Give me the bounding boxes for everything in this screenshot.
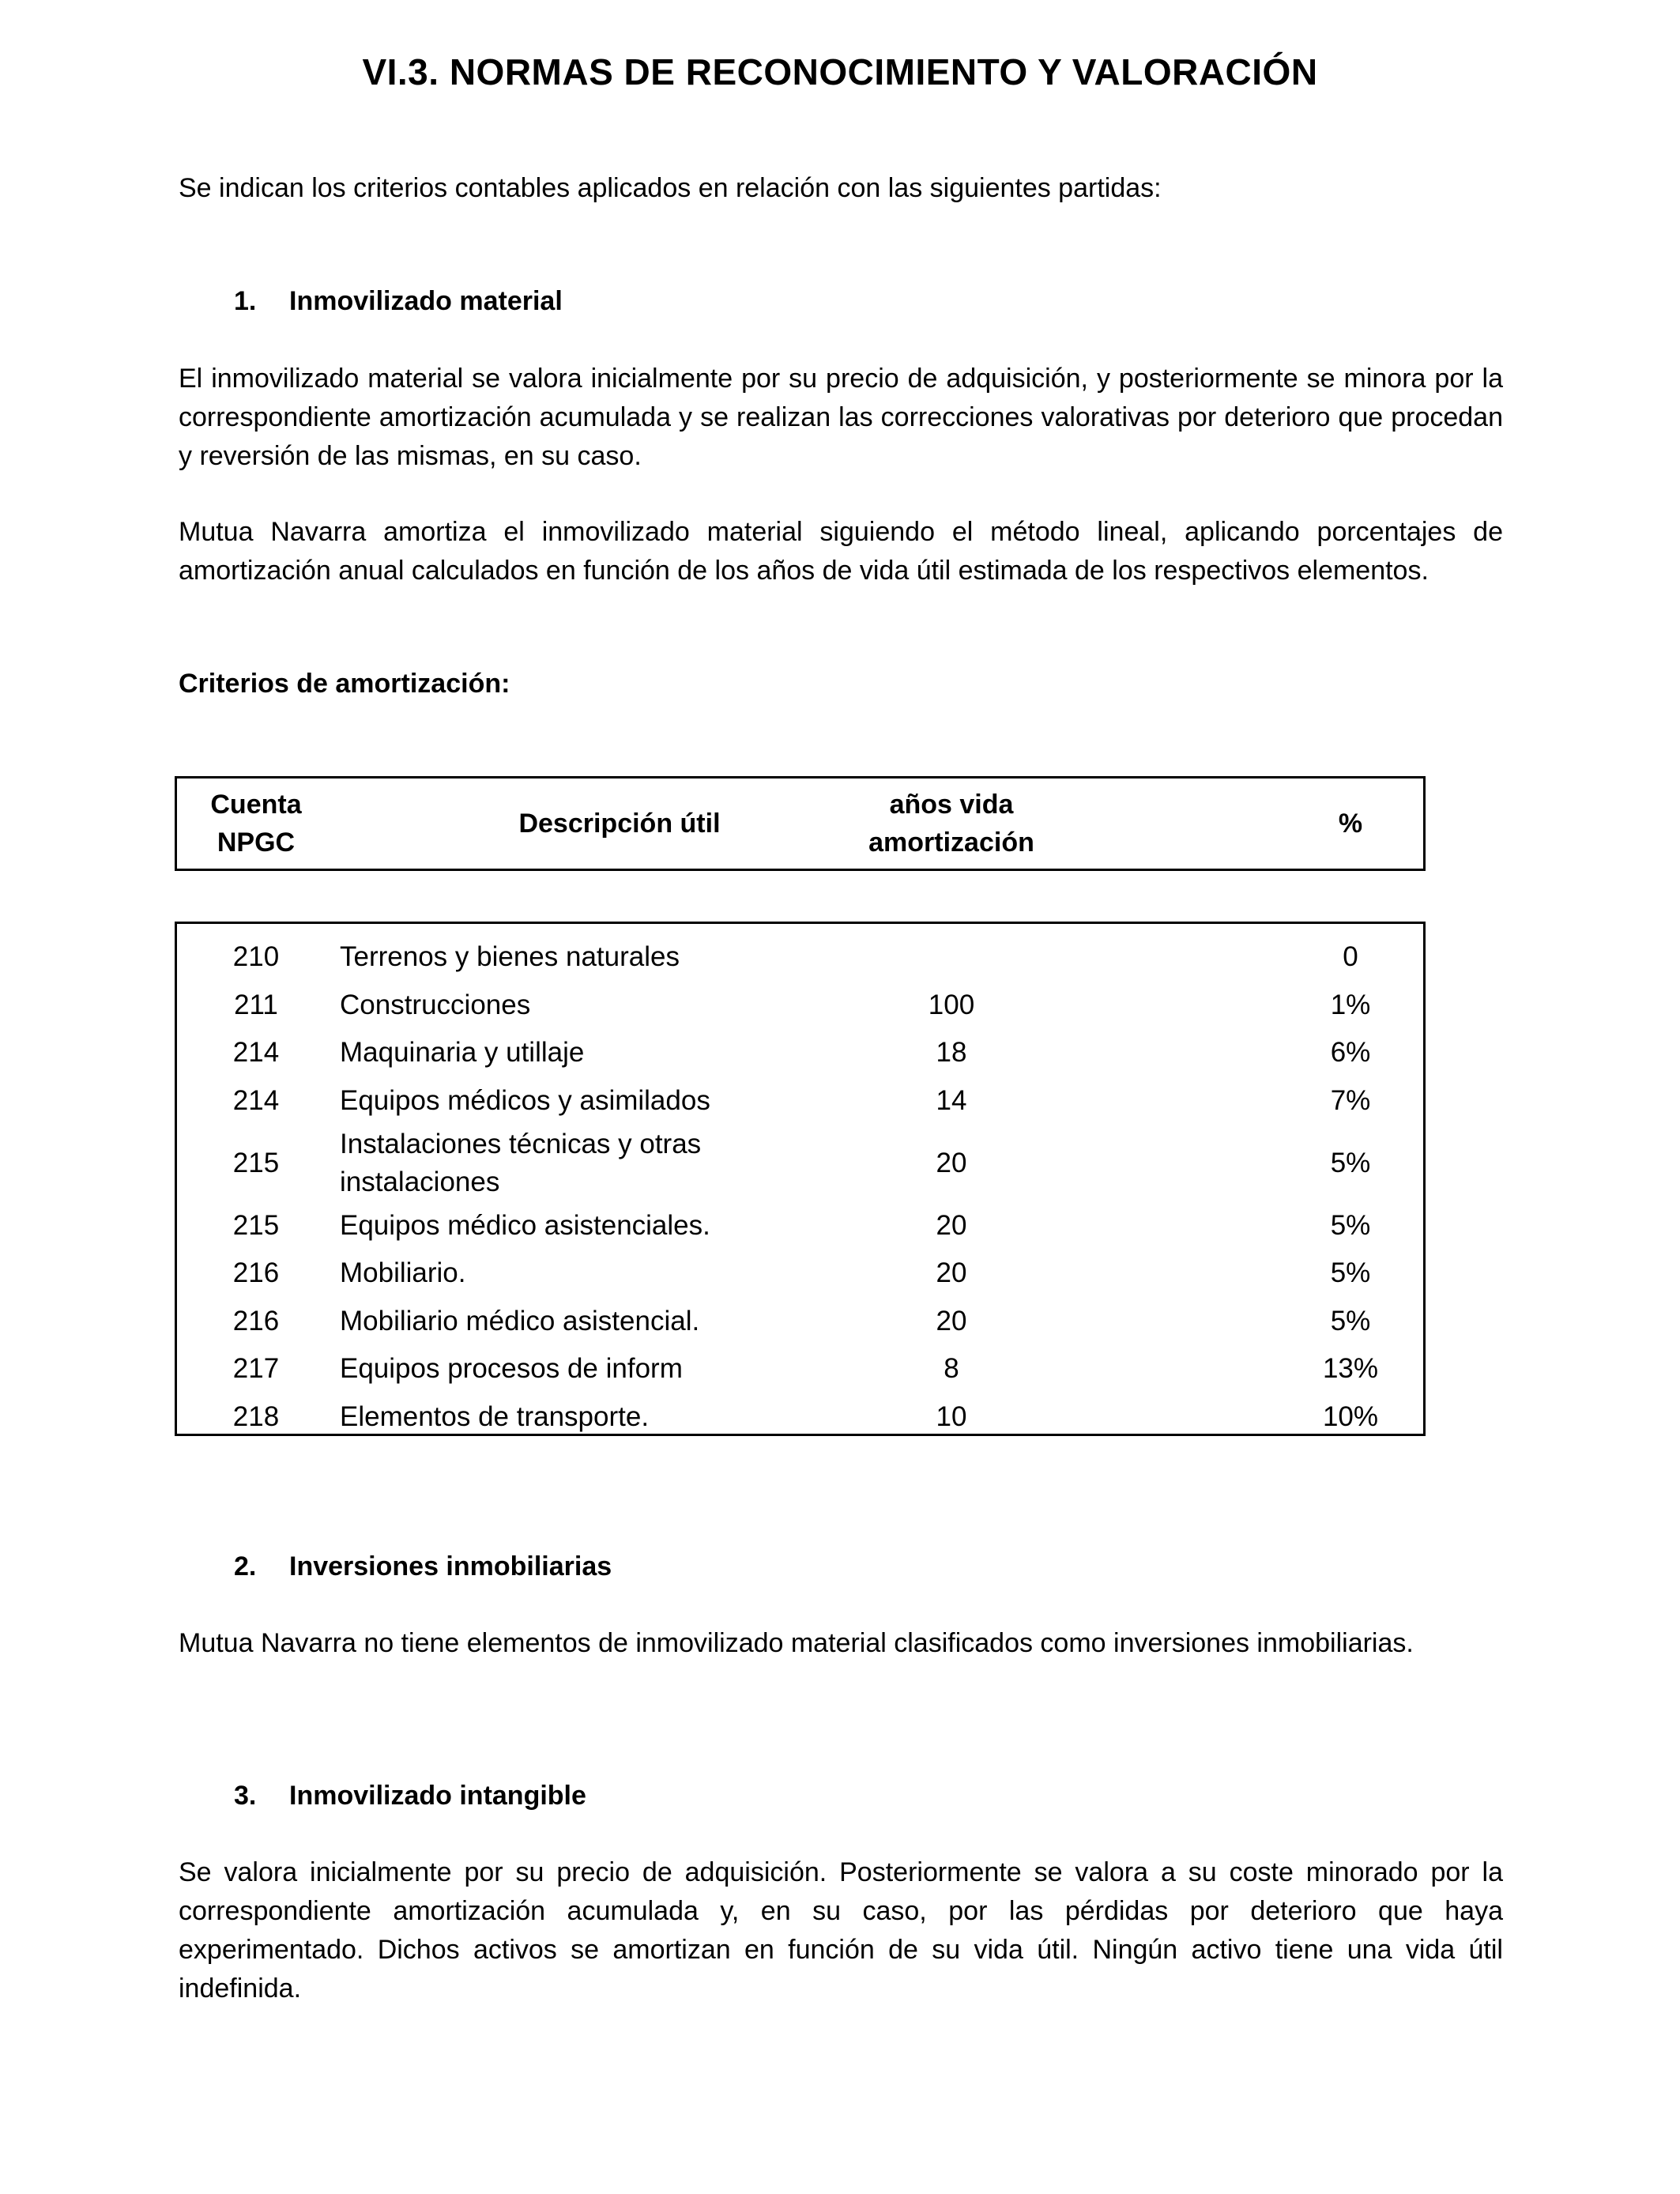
cell-pct: 5% [1330,1209,1371,1241]
table-row [177,1250,1423,1297]
cell-pct: 6% [1330,1037,1371,1068]
cell-pct: 5% [1330,1147,1371,1178]
cell-pct: 1% [1330,989,1371,1020]
cell-anos: 100 [928,989,975,1020]
cell-pct: 7% [1330,1084,1371,1116]
cell-descripcion: Equipos médico asistenciales. [340,1209,710,1241]
cell-pct: 5% [1330,1257,1371,1288]
section-1-paragraph-2: Mutua Navarra amortiza el inmovilizado material siguiendo el método lineal, aplicando porcentajes de amortización anual calculados en función de los años de vida útil estimada de los respectivos elementos. [179,517,1503,586]
cell-anos: 8 [944,1353,959,1384]
section-1-paragraph-1: El inmovilizado material se valora inicialmente por su precio de adquisición, y posteriormente se minora por la correspondiente amortización acumulada y se realizan las correcciones valorativas por deterioro que procedan y reversión de las mismas, en su caso. [179,364,1503,471]
table-row [177,1201,1423,1250]
cell-descripcion: Equipos procesos de inform [340,1353,683,1384]
cell-descripcion: Elementos de transporte. [340,1401,650,1432]
cell-cuenta: 214 [232,1037,280,1068]
cell-anos: 14 [936,1084,967,1116]
cell-descripcion: Mobiliario médico asistencial. [340,1305,700,1336]
cell-cuenta: 217 [232,1353,280,1384]
table-row [177,933,1423,981]
table-row [177,1076,1423,1125]
header-pct [1271,778,1430,869]
intro-paragraph: Se indican los criterios contables aplicados en relación con las siguientes partidas: [179,173,1162,203]
table-row [177,1125,1423,1201]
cell-anos: 20 [936,1257,967,1288]
header-cuenta [177,778,335,869]
cell-descripcion: Construcciones [340,989,531,1020]
cell-descripcion: Terrenos y bienes naturales [340,941,680,972]
criterios-heading: Criterios de amortización: [179,669,510,699]
header-descripcion-text: Descripción útil [518,809,721,839]
cell-cuenta: 215 [232,1147,280,1178]
page-title: VI.3. NORMAS DE RECONOCIMIENTO Y VALORACIÓN [362,51,1318,92]
header-anos-line1: años vida [889,790,1014,820]
cell-cuenta: 214 [232,1084,280,1116]
table-row [177,1393,1423,1442]
cell-pct: 13% [1322,1353,1379,1384]
cell-descripcion: Instalaciones técnicas y otras instalaciones [340,1128,702,1197]
section-1-number: 1. [234,286,257,316]
cell-anos: 20 [936,1147,967,1178]
cell-cuenta: 215 [232,1209,280,1241]
section-3-paragraph: Se valora inicialmente por su precio de adquisición. Posteriormente se valora a su coste minorado por la correspondiente amortización acumulada y, en su caso, por las pérdidas por deterioro que haya experimentado. Dichos activos se amortizan en función de su vida útil. Ningún activo tiene una vida útil indefinida. [179,1857,1503,2004]
table-row [177,1029,1423,1076]
cell-descripcion: Maquinaria y utillaje [340,1037,585,1068]
table-row [177,1297,1423,1345]
header-anos-line2: amortización [868,827,1034,858]
cell-descripcion: Mobiliario. [340,1257,466,1288]
section-2-number: 2. [234,1551,257,1581]
cell-anos: 10 [936,1401,967,1432]
section-1-title: Inmovilizado material [289,286,563,316]
header-descripcion [493,778,746,869]
cell-descripcion: Equipos médicos y asimilados [340,1084,710,1116]
section-3-title: Inmovilizado intangible [289,1781,586,1811]
cell-cuenta: 211 [234,989,278,1020]
cell-anos: 20 [936,1209,967,1241]
cell-pct: 10% [1322,1401,1379,1432]
cell-anos [872,933,1030,981]
cell-cuenta: 218 [232,1401,280,1432]
cell-cuenta: 210 [232,941,280,972]
cell-pct: 5% [1330,1305,1371,1336]
cell-anos: 20 [936,1305,967,1336]
table-body [175,922,1426,1436]
cell-pct: 0 [1343,941,1358,972]
section-2-title: Inversiones inmobiliarias [289,1551,612,1581]
header-cuenta-line2: NPGC [217,827,296,858]
cell-cuenta: 216 [232,1257,280,1288]
table-row [177,1345,1423,1393]
section-2-paragraph: Mutua Navarra no tiene elementos de inmovilizado material clasificados como inversiones inmobiliarias. [179,1628,1414,1658]
header-cuenta-line1: Cuenta [210,790,302,820]
header-anos [849,778,1054,869]
cell-anos: 18 [936,1037,967,1068]
table-row [177,981,1423,1029]
cell-cuenta: 216 [232,1305,280,1336]
table-header [175,776,1426,871]
section-3-number: 3. [234,1781,257,1811]
header-pct-text: % [1338,809,1363,839]
